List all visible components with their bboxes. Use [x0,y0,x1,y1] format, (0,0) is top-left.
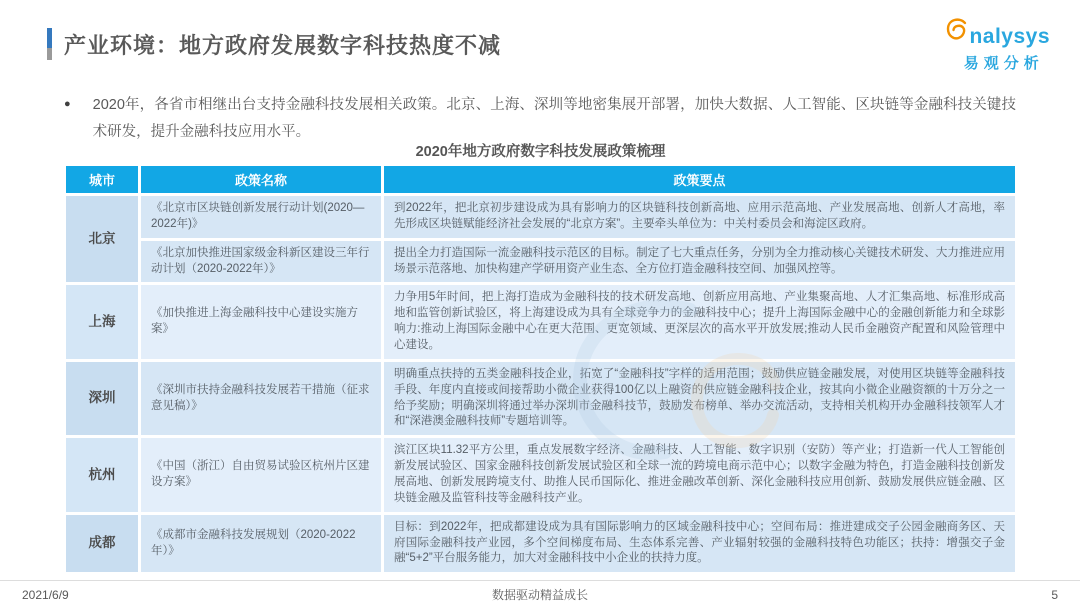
title-accent-bar [47,28,52,60]
logo-wordmark [943,16,1050,47]
policy-points-cell: 明确重点扶持的五类金融科技企业，拓宽了“金融科技”字样的适用范围；鼓励供应链金融发展，对使用区块链等金融科技手段、年度内直接或间接帮助小微企业获得100亿以上融资的供应链金融科技企业，按其向小微企业融资额的十万分之一给予奖励；明确深圳将通过举办深圳市金融科技节，鼓励发布榜单、举办交流活动，支持相关机构开办金融科技领军人才和“深港澳金融科技师”专题培训等。 [384,362,1015,435]
policy-name-cell: 《深圳市扶持金融科技发展若干措施（征求意见稿）》 [141,362,381,435]
policy-name-cell: 《加快推进上海金融科技中心建设实施方案》 [141,285,381,358]
policy-points-cell: 滨江区块11.32平方公里，重点发展数字经济、金融科技、人工智能、数字识别（安防）等产业；打造新一代人工智能创新发展试验区、国家金融科技创新发展试验区和全球一流的跨境电商示范中心；以数字金融为特色，打造金融科技创新发展高地、创新发展跨境支付、助推人民币国际化、推进金融改革创新、深化金融科技应用创新、鼓励发展供应链金融、区块链金融及监管科技等金融科技产业。 [384,438,1015,511]
policy-points-cell: 提出全力打造国际一流金融科技示范区的目标。制定了七大重点任务，分别为全力推动核心关键技术研发、大力推进应用场景示范落地、加快构建产学研用资产业生态、全方位打造金融科技空间、加强风控等。 [384,241,1015,283]
intro-paragraph [64,92,1016,146]
table-header-row [66,166,1015,193]
city-cell-hangzhou: 杭州 [66,438,138,511]
slide-header [47,28,501,60]
slide-footer [0,580,1080,608]
column-header-city: 城市 [66,166,138,193]
logo-brand-text: nalysys [969,25,1050,48]
policy-points-cell: 目标：到2022年，把成都建设成为具有国际影响力的区域金融科技中心；空间布局：推进建成交子公园金融商务区、天府国际金融科技产业园，多个空间梯度布局、生态体系完善、产业辐射较强的金融科技特色功能区；扶持：增强交子金融“5+2”平台服务能力，加大对金融科技中小企业的扶持力度。 [384,515,1015,573]
policy-table [63,163,1018,575]
policy-points-cell: 到2022年，把北京初步建设成为具有影响力的区块链科技创新高地、应用示范高地、产业发展高地、创新人才高地，率先形成区块链赋能经济社会发展的“北京方案”。主要牵头单位为：中关村委员会和海淀区政府。 [384,196,1015,238]
analysys-logo [943,16,1050,73]
logo-chinese-text: 易观分析 [963,55,1044,72]
table-row [66,285,1015,358]
bullet-icon: ● [64,98,71,110]
footer-slogan: 数据驱动精益成长 [491,588,588,602]
city-cell-beijing: 北京 [66,196,138,282]
city-cell-shenzhen: 深圳 [66,362,138,435]
table-row [66,362,1015,435]
table-title: 2020年地方政府数字科技发展政策梳理 [415,144,666,160]
footer-page-number: 5 [1051,587,1058,602]
policy-points-cell: 力争用5年时间，把上海打造成为金融科技的技术研发高地、创新应用高地、产业集聚高地、人才汇集高地、标准形成高地和监管创新试验区，将上海建设成为具有全球竞争力的金融科技中心；提升上海国际金融中心的金融创新能力和全球影响力:推动上海国际金融中心在更大范围、更宽领域、更深层次的高水平开放发展;推动人民币金融资产配置和风险管理中心建设。 [384,285,1015,358]
city-cell-chengdu: 成都 [66,515,138,573]
intro-text: 2020年，各省市相继出台支持金融科技发展相关政策。北京、上海、深圳等地密集展开部署，加快大数据、人工智能、区块链等金融科技关键技术研发，提升金融科技应用水平。 [92,97,1016,140]
policy-name-cell: 《成都市金融科技发展规划（2020-2022年）》 [141,515,381,573]
table-row [66,438,1015,511]
table-row [66,515,1015,573]
footer-date: 2021/6/9 [22,587,69,602]
table-row [66,241,1015,283]
column-header-policy-name: 政策名称 [141,166,381,193]
column-header-policy-points: 政策要点 [384,166,1015,193]
table-row [66,196,1015,238]
policy-name-cell: 《中国（浙江）自由贸易试验区杭州片区建设方案》 [141,438,381,511]
policy-name-cell: 《北京市区块链创新发展行动计划(2020—2022年)》 [141,196,381,238]
analysys-swirl-icon [943,16,969,47]
page-title: 产业环境：地方政府发展数字科技热度不减 [64,32,502,58]
policy-name-cell: 《北京加快推进国家级金科新区建设三年行动计划（2020-2022年）》 [141,241,381,283]
city-cell-shanghai: 上海 [66,285,138,358]
